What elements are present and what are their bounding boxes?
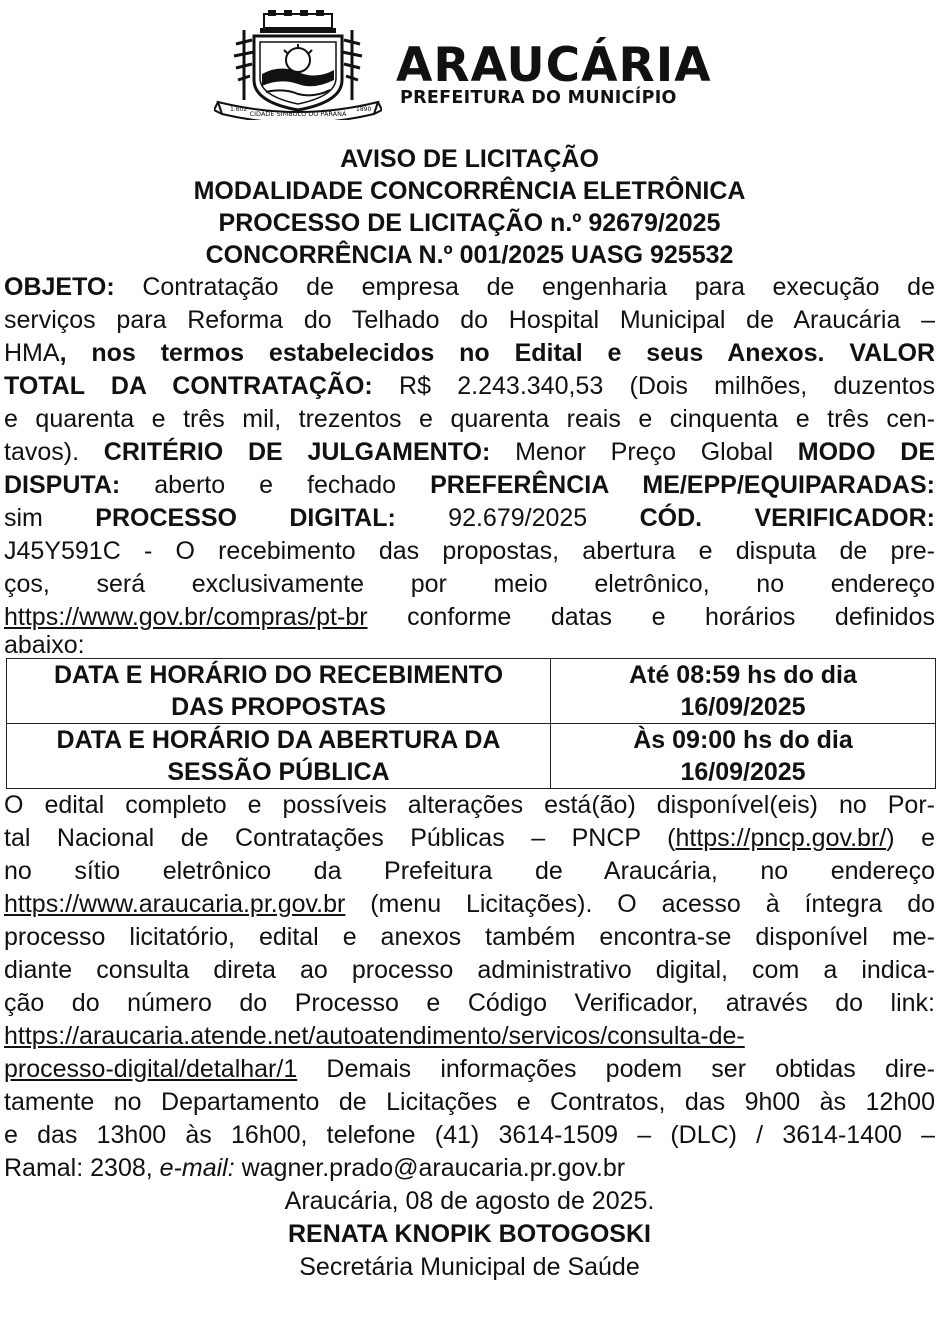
body2-line-10: tamente no Departamento de Licitações e Contratos, das 9h00 às 12h00 [4,1088,935,1116]
crest-year-right: 1890 [356,106,372,113]
schedule-label-cell [7,724,551,789]
body2-text: tal Nacional de Contratações Públicas – PNCP ( [4,824,676,852]
schedule-label-line: DATA E HORÁRIO DA ABERTURA DA [56,726,501,754]
termos-bold: , nos termos estabelecidos no Edital e seus Anexos. VALOR [59,339,935,367]
body2-line-6: diante consulta direta ao processo administrativo digital, com a indica- [4,956,935,984]
objeto-label: OBJETO: [4,273,115,301]
body2-text: (menu Licitações). O acesso à íntegra do [345,890,935,918]
schedule-label-line: DAS PROPOSTAS [171,693,386,721]
body-line-3 [4,337,935,370]
schedule-value-line: 16/09/2025 [680,693,806,721]
valor-label: TOTAL DA CONTRATAÇÃO: [4,372,373,400]
schedule-label-cell [7,659,551,724]
email-label: e-mail: [159,1154,235,1182]
notice-body-continued [4,789,935,1185]
body2-line-7: ção do número do Processo e Código Verificador, através do link: [4,989,935,1017]
body-line-6 [4,436,935,469]
modo-label-1: MODO DE [797,438,935,466]
criterio-label: CRITÉRIO DE JULGAMENTO: [103,438,491,466]
valor-text-1: R$ 2.243.340,53 (Dois milhões, duzentos [372,372,935,400]
body-line-4 [4,370,935,403]
body-line-5: e quarenta e três mil, trezentos e quarenta reais e cinquenta e três cen- [4,405,935,433]
body2-line-1: O edital completo e possíveis alterações está(ão) disponível(eis) no Por- [4,791,935,819]
signer-name: RENATA KNOPIK BOTOGOSKI [288,1220,651,1248]
schedule-label-line: DATA E HORÁRIO DO RECEBIMENTO [53,661,504,689]
atende-link-part-1[interactable]: https://araucaria.atende.net/autoatendimento/servicos/consulta-de- [4,1022,745,1050]
body-line-11 [4,601,935,634]
closing-block [4,1185,935,1284]
criterio-text: Menor Preço Global [490,438,798,466]
body2-line-3: no sítio eletrônico da Prefeitura de Araucária, no endereço [4,857,935,885]
after-compras-link: conforme datas e horários definidos [367,603,935,631]
body2-line-11: e das 13h00 às 16h00, telefone (41) 3614-1509 – (DLC) / 3614-1400 – [4,1121,935,1149]
objeto-text-1: Contratação de empresa de engenharia para execução de [114,273,935,301]
title-modalidade: MODALIDADE CONCORRÊNCIA ELETRÔNICA [193,177,746,205]
body2-line-4 [4,888,935,921]
schedule-value-cell [551,724,936,789]
email-address: wagner.prado@araucaria.pr.gov.br [234,1154,626,1182]
objeto-text-3: HMA [4,339,60,367]
body2-line-5: processo licitatório, edital e anexos também encontra-se disponível me- [4,923,935,951]
atende-link-part-2[interactable]: processo-digital/detalhar/1 [4,1055,298,1083]
schedule-label-line: SESSÃO PÚBLICA [167,758,390,786]
body-line-2: serviços para Reforma do Telhado do Hospital Municipal de Araucária – [4,306,935,334]
brand-name: ARAUCÁRIA [396,38,712,93]
schedule-value-cell [551,659,936,724]
preferencia-text: sim [4,504,43,532]
title-concorrencia: CONCORRÊNCIA N.º 001/2025 UASG 925532 [205,241,734,269]
modo-text: aberto e fechado [120,471,431,499]
schedule-table [6,658,936,789]
body-line-12: abaixo: [4,631,85,659]
body2-line-12 [4,1152,935,1185]
place-date: Araucária, 08 de agosto de 2025. [284,1187,655,1215]
crest-motto: CIDADE SÍMBOLO DO PARANÁ [249,110,347,118]
crest-year-left: 1.602 [230,106,248,113]
schedule-value-line: Até 08:59 hs do dia [629,661,857,689]
body2-line-8 [4,1020,935,1053]
title-processo: PROCESSO DE LICITAÇÃO n.º 92679/2025 [218,209,721,237]
header [4,0,935,135]
notice-body [4,271,935,659]
body2-text: Ramal: 2308, [4,1154,160,1182]
brand-block [396,38,712,108]
body-line-1 [4,271,935,304]
schedule-value-line: Às 09:00 hs do dia [633,726,853,754]
body2-text: Demais informações podem ser obtidas dire- [297,1055,935,1083]
pncp-link[interactable]: https://pncp.gov.br/ [675,824,887,852]
processo-digital-text: 92.679/2025 [448,504,588,532]
body-line-7 [4,469,935,502]
preferencia-label: PREFERÊNCIA ME/EPP/EQUIPARADAS: [430,471,935,499]
compras-link[interactable]: https://www.gov.br/compras/pt-br [4,603,368,631]
brand-subtitle: PREFEITURA DO MUNICÍPIO [400,88,677,108]
body-line-10: ços, será exclusivamente por meio eletrônico, no endereço [4,570,935,598]
city-crest-logo [214,10,382,120]
body-line-8 [4,502,935,535]
body2-line-9 [4,1053,935,1086]
modo-label-2: DISPUTA: [4,471,121,499]
schedule-value-line: 16/09/2025 [680,758,806,786]
body-line-9: J45Y591C - O recebimento das propostas, abertura e disputa de pre- [4,537,935,565]
table-row [7,659,936,724]
araucaria-site-link[interactable]: https://www.araucaria.pr.gov.br [4,890,346,918]
processo-digital-label: PROCESSO DIGITAL: [95,504,396,532]
body2-text: ) e [886,824,935,852]
valor-text-3: tavos). [4,438,104,466]
body2-line-2 [4,822,935,855]
notice-titles [4,143,935,271]
table-row [7,724,936,789]
signer-role: Secretária Municipal de Saúde [299,1253,640,1281]
codigo-verificador-label: CÓD. VERIFICADOR: [639,504,935,532]
title-aviso: AVISO DE LICITAÇÃO [340,145,599,173]
